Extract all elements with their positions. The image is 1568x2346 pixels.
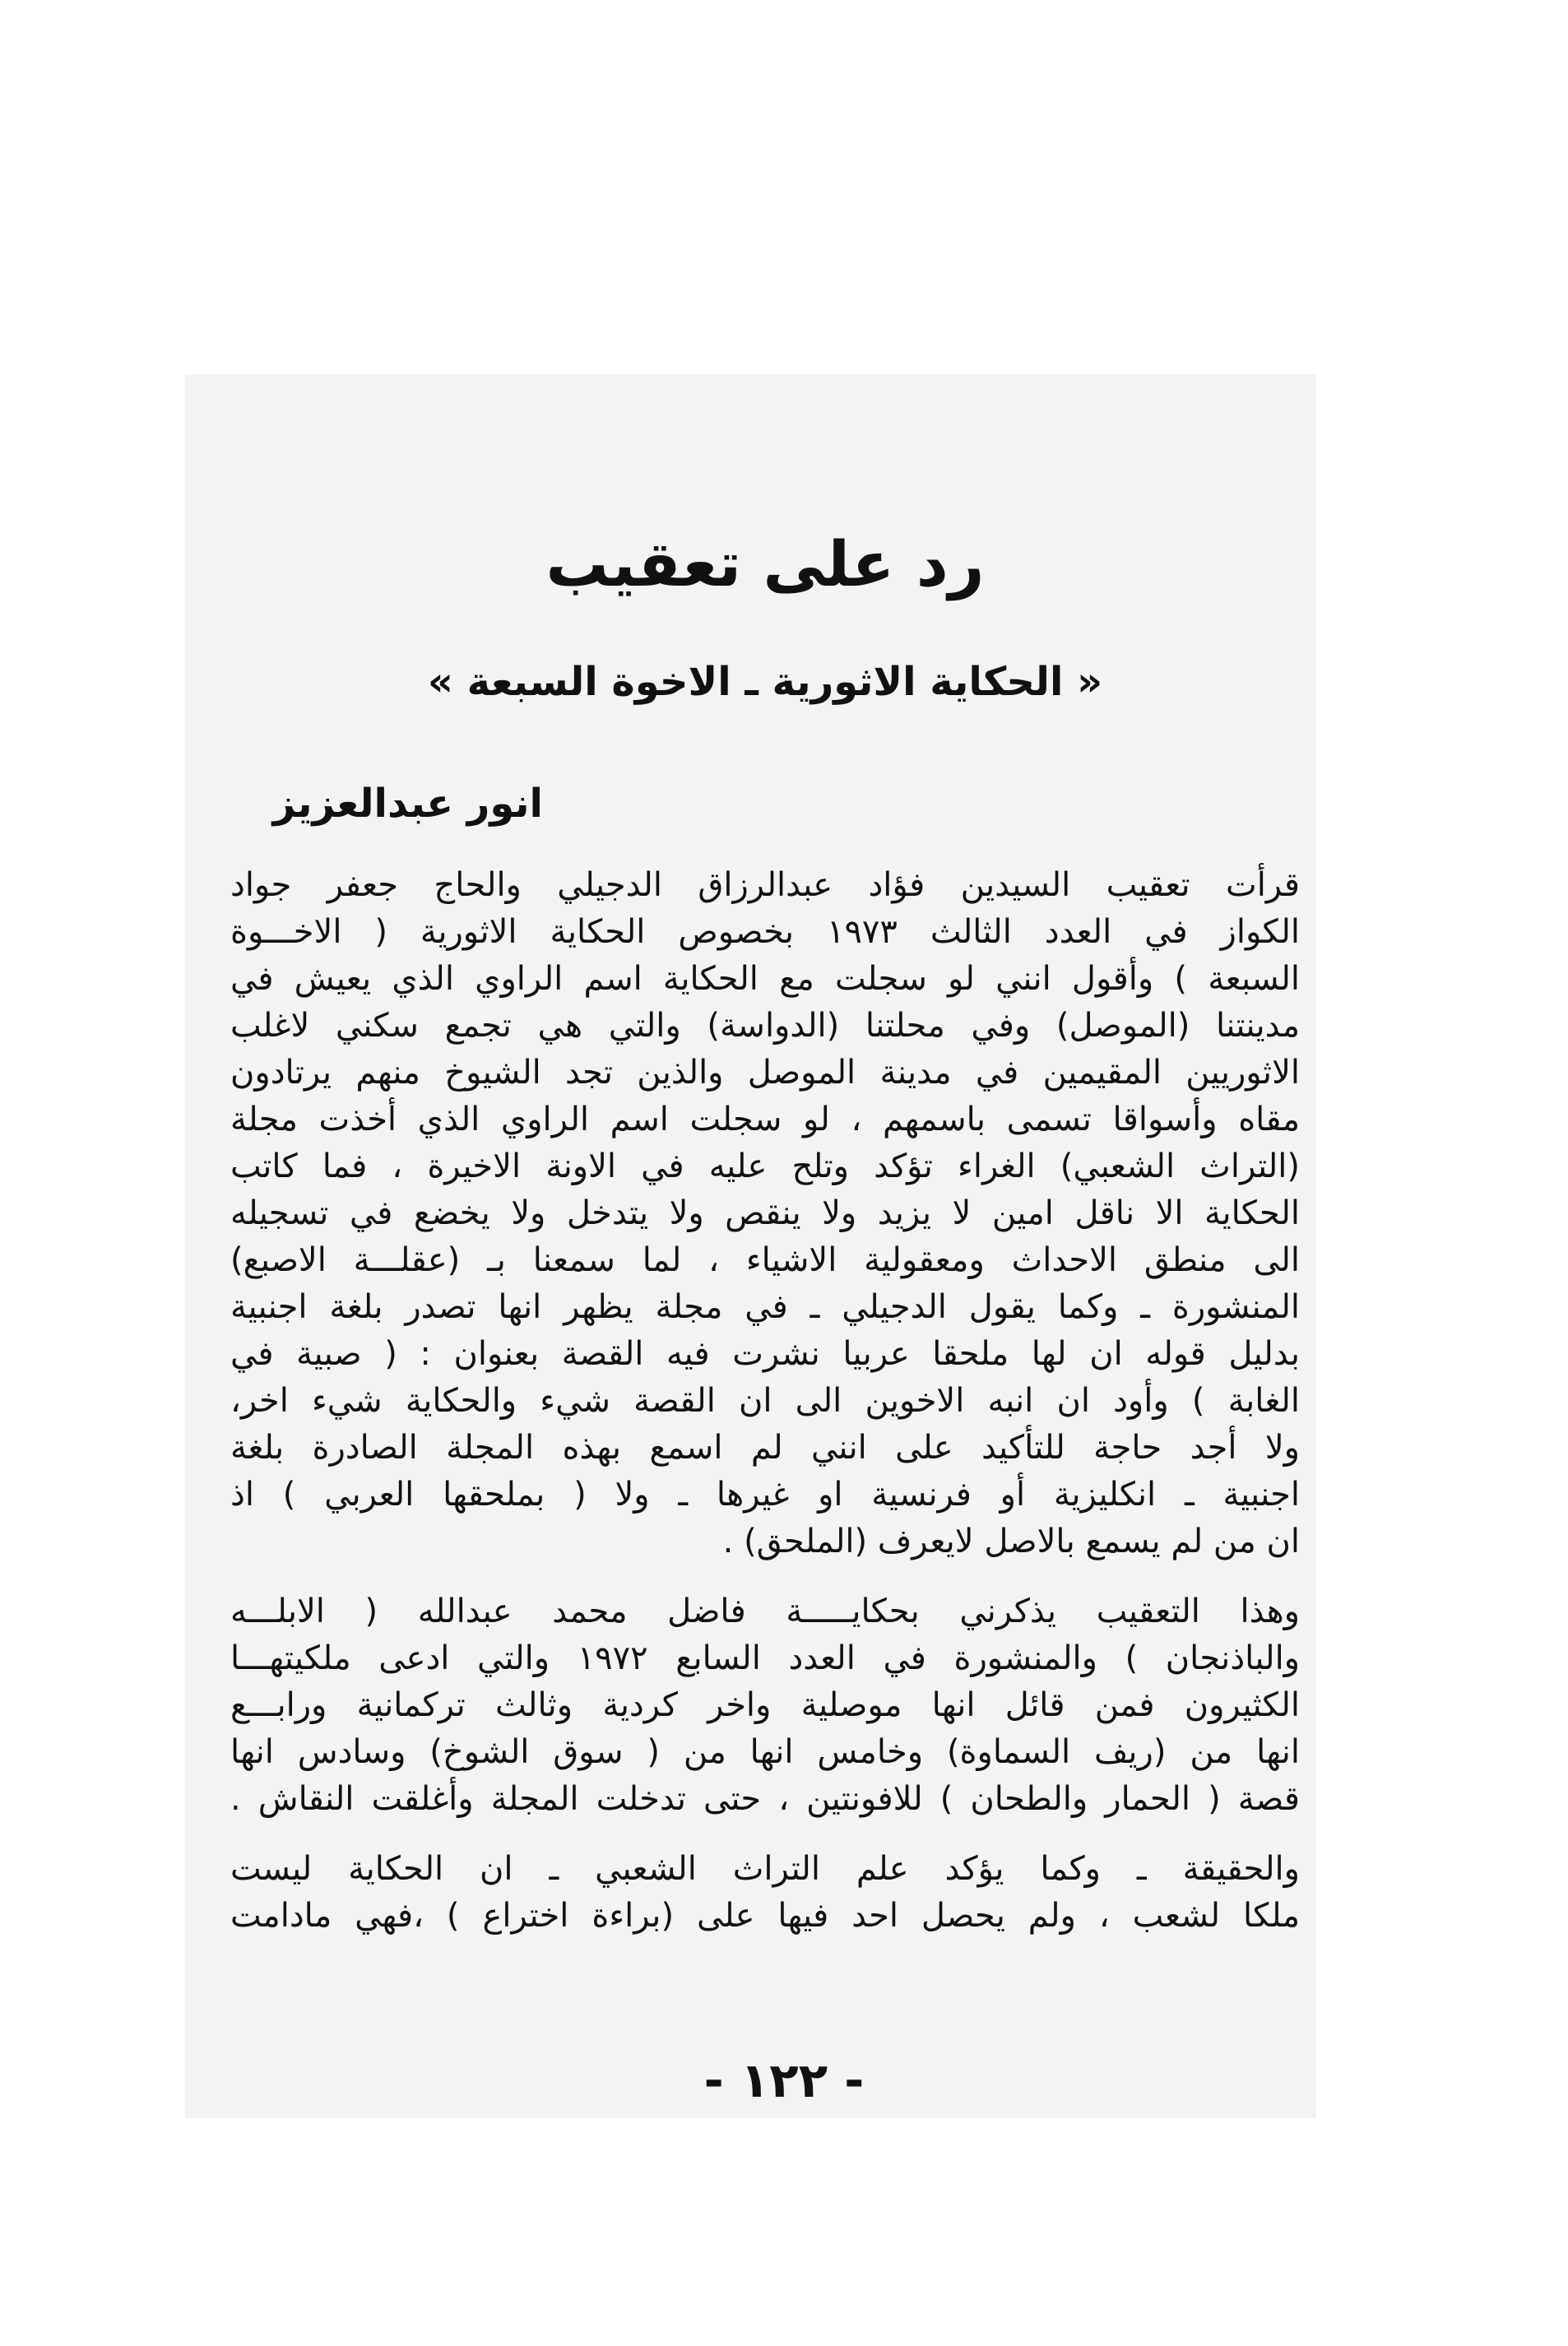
text-line: والحقيقة ـ وكما يؤكد علم التراث الشعبي ـ ان الحكاية ليست [230, 1850, 1300, 1889]
text-line: الاثوريين المقيمين في مدينة الموصل والذين تجد الشيوخ منهم يرتادون [230, 1054, 1300, 1092]
text-line: قصة ( الحمار والطحان ) للافونتين ، حتى تدخلت المجلة وأغلقت النقاش . [230, 1780, 1300, 1819]
text-line: مقاه وأسواقا تسمى باسمهم ، لو سجلت اسم الراوي الذي أخذت مجلة [230, 1101, 1300, 1139]
text-line: وهذا التعقيب يذكرني بحكايـــــة فاضل محمد عبدالله ( الابلـــه [230, 1593, 1300, 1631]
text-line: ان من لم يسمع بالاصل لايعرف (الملحق) . [722, 1523, 1300, 1561]
article-page [230, 526, 1300, 1940]
text-line: ولا أجد حاجة للتأكيد على انني لم اسمع بهذه المجلة الصادرة بلغة [230, 1429, 1300, 1467]
text-line: والباذنجان ) والمنشورة في العدد السابع ١٩٧٢ والتي ادعى ملكيتهـــا [230, 1639, 1301, 1678]
text-line: السبعة ) وأقول انني لو سجلت مع الحكاية اسم الراوي الذي يعيش في [230, 960, 1300, 999]
text-line: الكواز في العدد الثالث ١٩٧٣ بخصوص الحكاية الاثورية ( الاخـــوة [230, 913, 1300, 952]
text-line: مدينتنا (الموصل) وفي محلتنا (الدواسة) والتي هي تجمع سكني لاغلب [230, 1007, 1300, 1046]
text-line: اجنبية ـ انكليزية أو فرنسية او غيرها ـ ولا ( بملحقها العربي ) اذ [230, 1476, 1300, 1514]
text-line: الى منطق الاحداث ومعقولية الاشياء ، لما سمعنا بـ (عقلـــة الاصبع) [230, 1241, 1300, 1280]
text-line: الغابة ) وأود ان انبه الاخوين الى ان القصة شيء والحكاية شيء اخر، [230, 1382, 1300, 1421]
article-title: رد على تعقيب [545, 527, 985, 600]
article-paragraph-2 [230, 1588, 1300, 1823]
article-paragraph-1 [230, 862, 1300, 1565]
text-line: ملكا لشعب ، ولم يحصل احد فيها على (براءة اختراع ) ،فهي مادامت [230, 1897, 1300, 1936]
text-line: المنشورة ـ وكما يقول الدجيلي ـ في مجلة يظهر انها تصدر بلغة اجنبية [230, 1288, 1300, 1327]
article-paragraph-3 [230, 1846, 1300, 1940]
text-line: بدليل قوله ان لها ملحقا عربيا نشرت فيه القصة بعنوان : ( صبية في [230, 1335, 1300, 1374]
page-number: - ١٢٢ - [703, 2052, 865, 2108]
text-line: الكثيرون فمن قائل انها موصلية واخر كردية وثالث تركمانية ورابـــع [230, 1686, 1300, 1725]
text-line: الحكاية الا ناقل امين لا يزيد ولا ينقص ولا يتدخل ولا يخضع في تسجيله [230, 1194, 1300, 1233]
article-author: انور عبدالعزيز [272, 780, 543, 827]
article-subtitle: « الحكاية الاثورية ـ الاخوة السبعة » [427, 659, 1103, 706]
text-line: (التراث الشعبي) الغراء تؤكد وتلح عليه في الاونة الاخيرة ، فما كاتب [230, 1148, 1300, 1186]
text-line: انها من (ريف السماوة) وخامس انها من ( سوق الشوخ) وسادس انها [230, 1733, 1300, 1772]
text-line: قرأت تعقيب السيدين فؤاد عبدالرزاق الدجيلي والحاج جعفر جواد [230, 866, 1300, 905]
